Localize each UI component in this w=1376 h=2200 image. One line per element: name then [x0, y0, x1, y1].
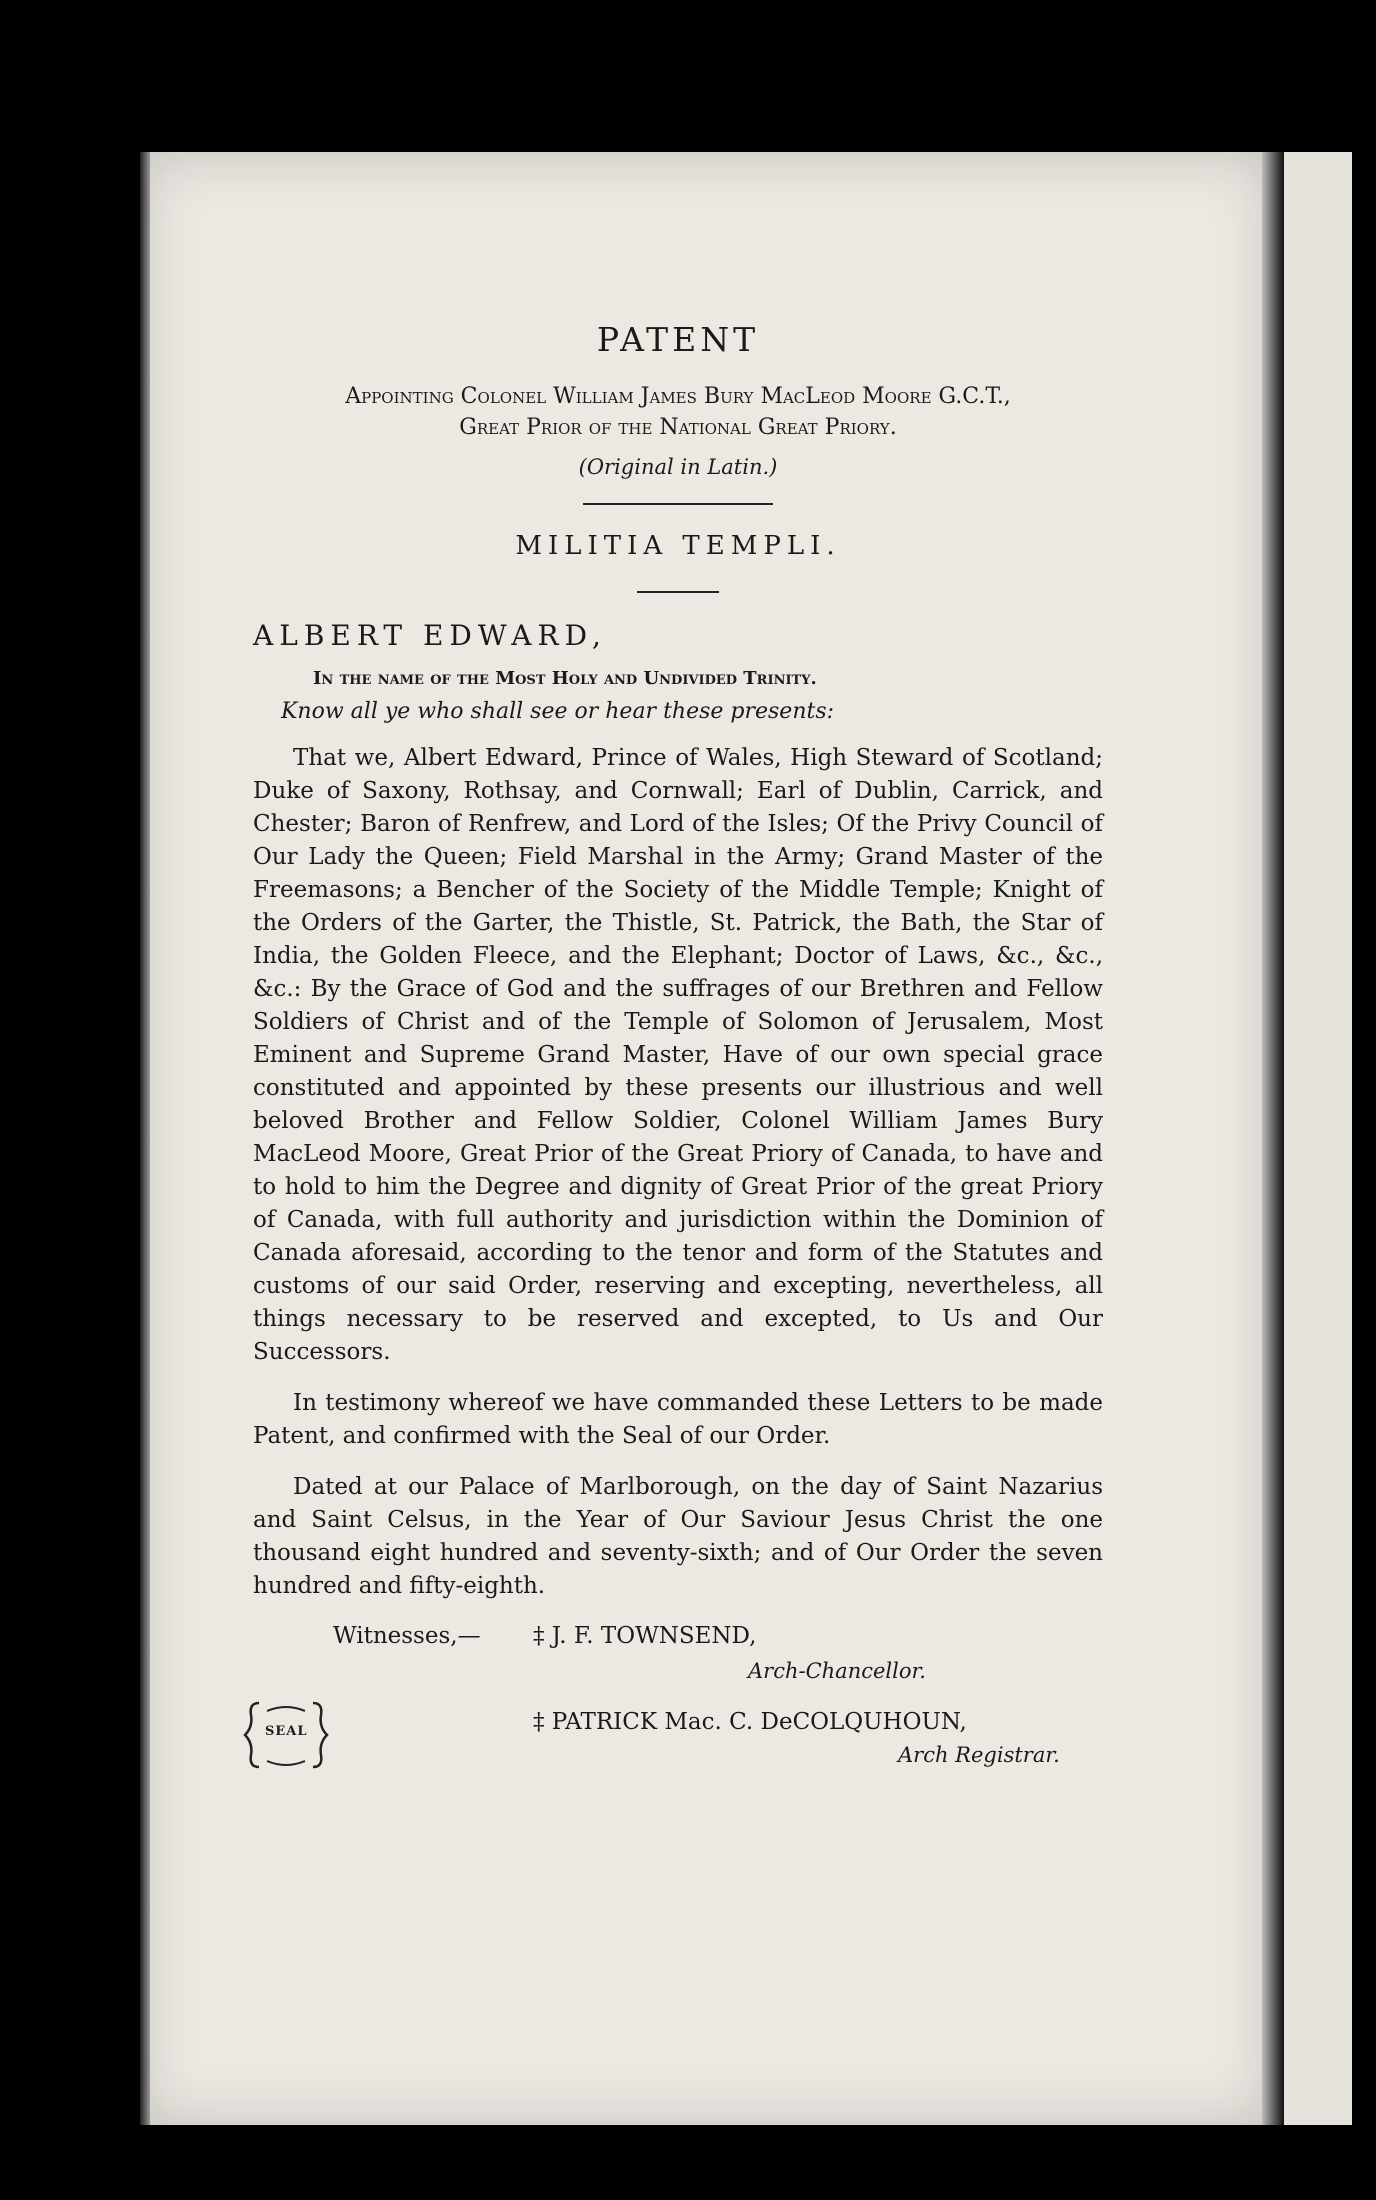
- document-text: [253, 320, 1103, 1773]
- grantor-name: ALBERT EDWARD,: [253, 619, 607, 652]
- witness-block: [253, 1623, 1103, 1773]
- adjacent-page-edge: [1284, 152, 1352, 2125]
- section-heading: MILITIA TEMPLI.: [515, 531, 841, 561]
- witness-1-name: ‡ J. F. TOWNSEND,: [533, 1623, 757, 1649]
- document-subtitle-line2: Great Prior of the National Great Priory.: [459, 415, 897, 440]
- body-paragraph-3: Dated at our Palace of Marlborough, on the day of Saint Nazarius and Saint Celsus, in the Year of Our Saviour Jesus Christ the one thousand eight hundred and seventy-sixth; and of Our Order the seven hundred and fifty-eighth.: [253, 1474, 1103, 1599]
- witness-1-title: Arch-Chancellor.: [748, 1659, 926, 1683]
- witness-2-name: ‡ PATRICK Mac. C. DeCOLQUHOUN,: [533, 1709, 967, 1735]
- page-gutter: [1262, 152, 1284, 2125]
- witness-2-title: Arch Registrar.: [898, 1743, 1060, 1767]
- body-paragraph-1: That we, Albert Edward, Prince of Wales, High Steward of Scotland; Duke of Saxony, Rothsay, and Cornwall; Earl of Dublin, Carrick, and Chester; Baron of Renfrew, and Lord of the Isles; Of the Privy Council of Our Lady the Queen; Field Marshal in the Army; Grand Master of the Freemasons; a Bencher of the Society of the Middle Temple; Knight of the Orders of the Garter, the Thistle, St. Patrick, the Bath, the Star of India, the Golden Fleece, and the Elephant; Doctor of Laws, &c., &c., &c.: By the Grace of God and the suffrages of our Brethren and Fellow Soldiers of Christ and of the Temple of Solomon of Jerusalem, Most Eminent and Supreme Grand Master, Have of our own special grace constituted and appointed by these presents our illustrious and well beloved Brother and Fellow Soldier, Colonel William James Bury MacLeod Moore, Great Prior of the Great Priory of Canada, to have and to hold to him the Degree and dignity of Great Prior of the great Priory of Canada, with full authority and jurisdiction within the Dominion of Canada aforesaid, according to the tenor and form of the Statutes and customs of our said Order, reserving and excepting, nevertheless, all things necessary to be reserved and excepted, to Us and Our Successors.: [253, 745, 1103, 1365]
- page-left-edge: [140, 152, 150, 2125]
- divider-rule: [583, 503, 773, 505]
- document-subtitle-line1: Appointing Colonel William James Bury MacLeod Moore G.C.T.,: [345, 384, 1011, 409]
- salutation: Know all ye who shall see or hear these presents:: [281, 699, 835, 724]
- original-language-note: (Original in Latin.): [578, 455, 778, 479]
- short-divider-rule: [637, 591, 719, 593]
- document-title: PATENT: [596, 320, 760, 359]
- seal-label: SEAL: [265, 1724, 308, 1739]
- invocation: In the name of the Most Holy and Undivided Trinity.: [313, 668, 817, 689]
- body-paragraph-2: In testimony whereof we have commanded these Letters to be made Patent, and confirmed with the Seal of our Order.: [253, 1390, 1103, 1449]
- seal-icon: [243, 1691, 329, 1779]
- witnesses-label: Witnesses,—: [333, 1623, 481, 1649]
